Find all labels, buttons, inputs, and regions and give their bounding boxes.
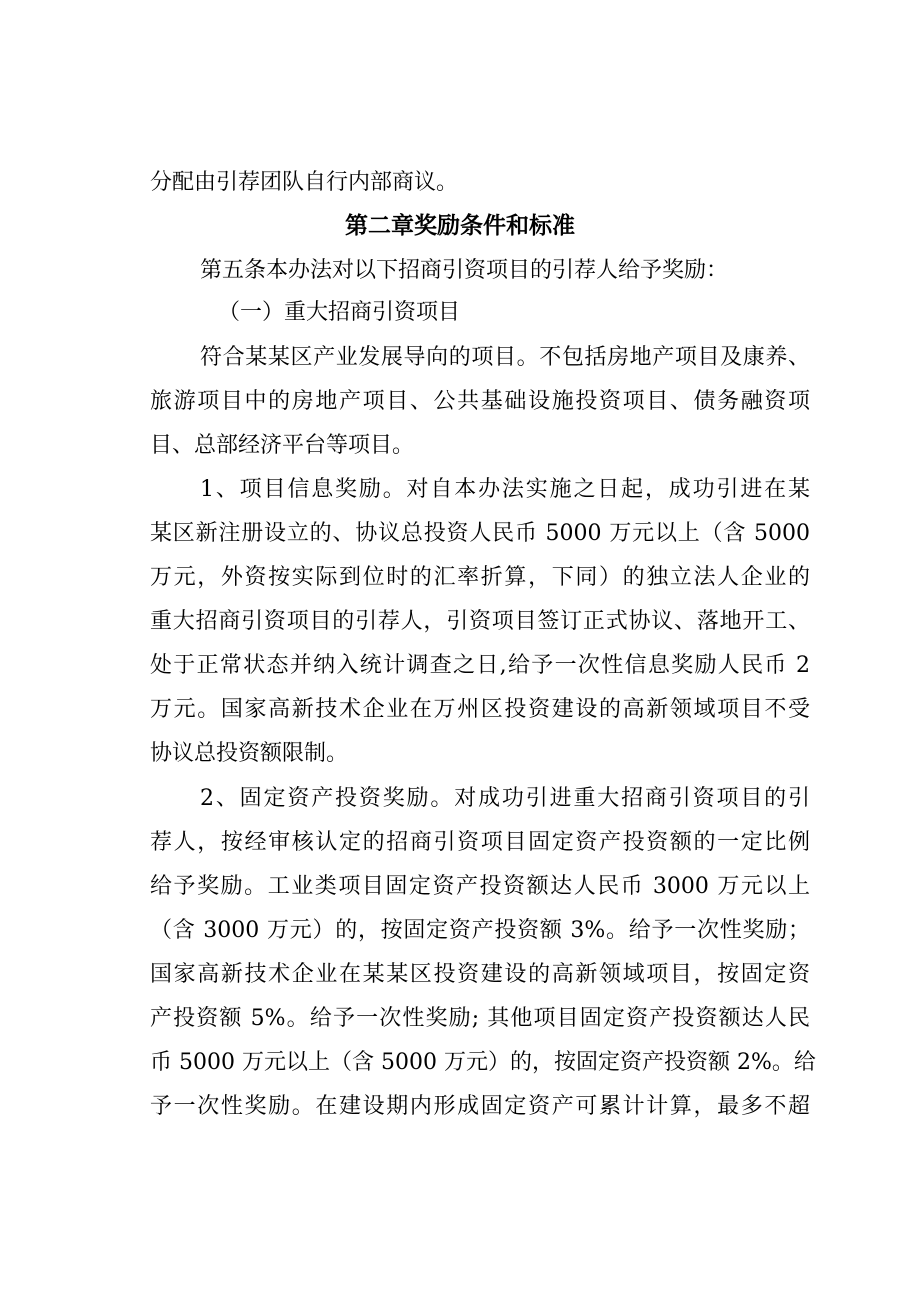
paragraph-line: （含 3000 万元）的，按固定资产投资额 3%。给予一次性奖励； bbox=[150, 918, 810, 943]
paragraph-line: 产投资额 5%。给予一次性奖励; 其他项目固定资产投资额达人民 bbox=[150, 1006, 810, 1031]
paragraph-line: 目、总部经济平台等项目。 bbox=[150, 433, 415, 458]
paragraph-line: 予一次性奖励。在建设期内形成固定资产可累计计算，最多不超 bbox=[150, 1094, 810, 1119]
paragraph-line: 万元。国家高新技术企业在万州区投资建设的高新领域项目不受 bbox=[150, 697, 810, 722]
paragraph-line: 符合某某区产业发展导向的项目。不包括房地产项目及康养、 bbox=[200, 345, 810, 370]
paragraph-line: 旅游项目中的房地产项目、公共基础设施投资项目、债务融资项 bbox=[150, 389, 810, 414]
paragraph-line: 重大招商引资项目的引荐人，引资项目签订正式协议、落地开工、 bbox=[150, 609, 810, 634]
paragraph-line: 给予奖励。工业类项目固定资产投资额达人民币 3000 万元以上 bbox=[150, 874, 810, 899]
chapter-title: 第二章奖励条件和标准 bbox=[345, 213, 575, 239]
paragraph-line: 币 5000 万元以上（含 5000 万元）的，按固定资产投资额 2%。给 bbox=[150, 1050, 816, 1075]
article-five-line: 第五条本办法对以下招商引资项目的引荐人给予奖励： bbox=[200, 258, 729, 283]
paragraph-line: 某区新注册设立的、协议总投资人民币 5000 万元以上（含 5000 bbox=[150, 521, 810, 546]
paragraph-line: 处于正常状态并纳入统计调查之日,给予一次性信息奖励人民币 2 bbox=[150, 653, 810, 678]
paragraph-line: 万元，外资按实际到位时的汇率折算，下同）的独立法人企业的 bbox=[150, 565, 810, 590]
paragraph-line: 国家高新技术企业在某某区投资建设的高新领域项目，按固定资 bbox=[150, 962, 810, 987]
paragraph-line: 2、固定资产投资奖励。对成功引进重大招商引资项目的引 bbox=[200, 786, 810, 811]
section-heading-major-projects: （一）重大招商引资项目 bbox=[218, 300, 461, 325]
paragraph-line: 1、项目信息奖励。对自本办法实施之日起，成功引进在某 bbox=[200, 477, 810, 502]
paragraph-line: 协议总投资额限制。 bbox=[150, 741, 349, 766]
paragraph-line: 荐人，按经审核认定的招商引资项目固定资产投资额的一定比例 bbox=[150, 830, 810, 855]
intro-line: 分配由引荐团队自行内部商议。 bbox=[150, 170, 459, 195]
